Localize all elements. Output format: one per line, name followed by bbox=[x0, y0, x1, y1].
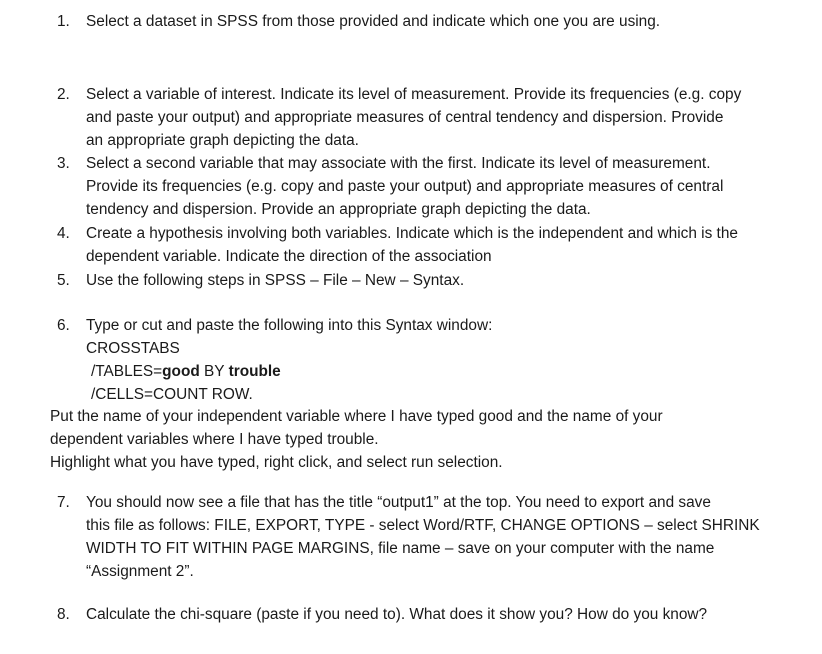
item-text bbox=[86, 10, 797, 33]
item-number: 1. bbox=[57, 13, 70, 30]
item-text bbox=[86, 222, 797, 268]
item-line: Create a hypothesis involving both variables. Indicate which is the independent and which is the bbox=[86, 225, 738, 242]
code-by-keyword: BY bbox=[199, 363, 229, 380]
item-number: 7. bbox=[57, 494, 70, 511]
item-line: You should now see a file that has the title “output1” at the top. You need to export and save bbox=[86, 494, 711, 511]
item-line: an appropriate graph depicting the data. bbox=[86, 132, 359, 149]
list-item-3 bbox=[57, 152, 797, 221]
item-text bbox=[86, 269, 797, 292]
item-line: this file as follows: FILE, EXPORT, TYPE - select Word/RTF, CHANGE OPTIONS – select SHRINK bbox=[86, 517, 760, 534]
code-line-crosstabs: CROSSTABS bbox=[86, 340, 180, 357]
item-line: and paste your output) and appropriate measures of central tendency and dispersion. Provide bbox=[86, 109, 724, 126]
item-line: “Assignment 2”. bbox=[86, 563, 194, 580]
item-line: WIDTH TO FIT WITHIN PAGE MARGINS, file name – save on your computer with the name bbox=[86, 540, 715, 557]
paragraph-line: Put the name of your independent variable where I have typed good and the name of your bbox=[50, 408, 663, 425]
paragraph-line: dependent variables where I have typed trouble. bbox=[50, 431, 379, 448]
code-tables-prefix: /TABLES= bbox=[91, 363, 163, 380]
item-text bbox=[86, 152, 797, 221]
list-item-4 bbox=[57, 222, 797, 268]
item-line: tendency and dispersion. Provide an appropriate graph depicting the data. bbox=[86, 201, 591, 218]
item-number: 5. bbox=[57, 272, 70, 289]
instruction-paragraph bbox=[50, 405, 810, 474]
item-line: Select a second variable that may associate with the first. Indicate its level of measurement. bbox=[86, 155, 711, 172]
item-line: Select a variable of interest. Indicate its level of measurement. Provide its frequencies (e.g. copy bbox=[86, 86, 742, 103]
list-item-1 bbox=[57, 10, 797, 33]
item-line: Provide its frequencies (e.g. copy and paste your output) and appropriate measures of central bbox=[86, 178, 724, 195]
list-item-6 bbox=[57, 314, 797, 406]
item-line: Type or cut and paste the following into this Syntax window: bbox=[86, 317, 493, 334]
item-text bbox=[86, 603, 797, 626]
code-var-good: good bbox=[162, 363, 200, 380]
item-text bbox=[86, 491, 797, 583]
item-line: Select a dataset in SPSS from those provided and indicate which one you are using. bbox=[86, 13, 661, 30]
paragraph-line: Highlight what you have typed, right click, and select run selection. bbox=[50, 454, 503, 471]
item-number: 8. bbox=[57, 606, 70, 623]
list-item-2 bbox=[57, 83, 797, 152]
code-line-tables bbox=[86, 360, 797, 383]
item-number: 3. bbox=[57, 155, 70, 172]
item-number: 2. bbox=[57, 86, 70, 103]
item-line: Calculate the chi-square (paste if you need to). What does it show you? How do you know? bbox=[86, 606, 708, 623]
item-number: 6. bbox=[57, 317, 70, 334]
item-text bbox=[86, 314, 797, 406]
code-var-trouble: trouble bbox=[228, 363, 281, 380]
code-line-cells: /CELLS=COUNT ROW. bbox=[91, 386, 253, 403]
list-item-8 bbox=[57, 603, 797, 626]
item-line: dependent variable. Indicate the direction of the association bbox=[86, 248, 492, 265]
syntax-code-block bbox=[86, 337, 797, 406]
item-line: Use the following steps in SPSS – File – New – Syntax. bbox=[86, 272, 465, 289]
item-number: 4. bbox=[57, 225, 70, 242]
list-item-5 bbox=[57, 269, 797, 292]
item-text bbox=[86, 83, 797, 152]
list-item-7 bbox=[57, 491, 797, 583]
